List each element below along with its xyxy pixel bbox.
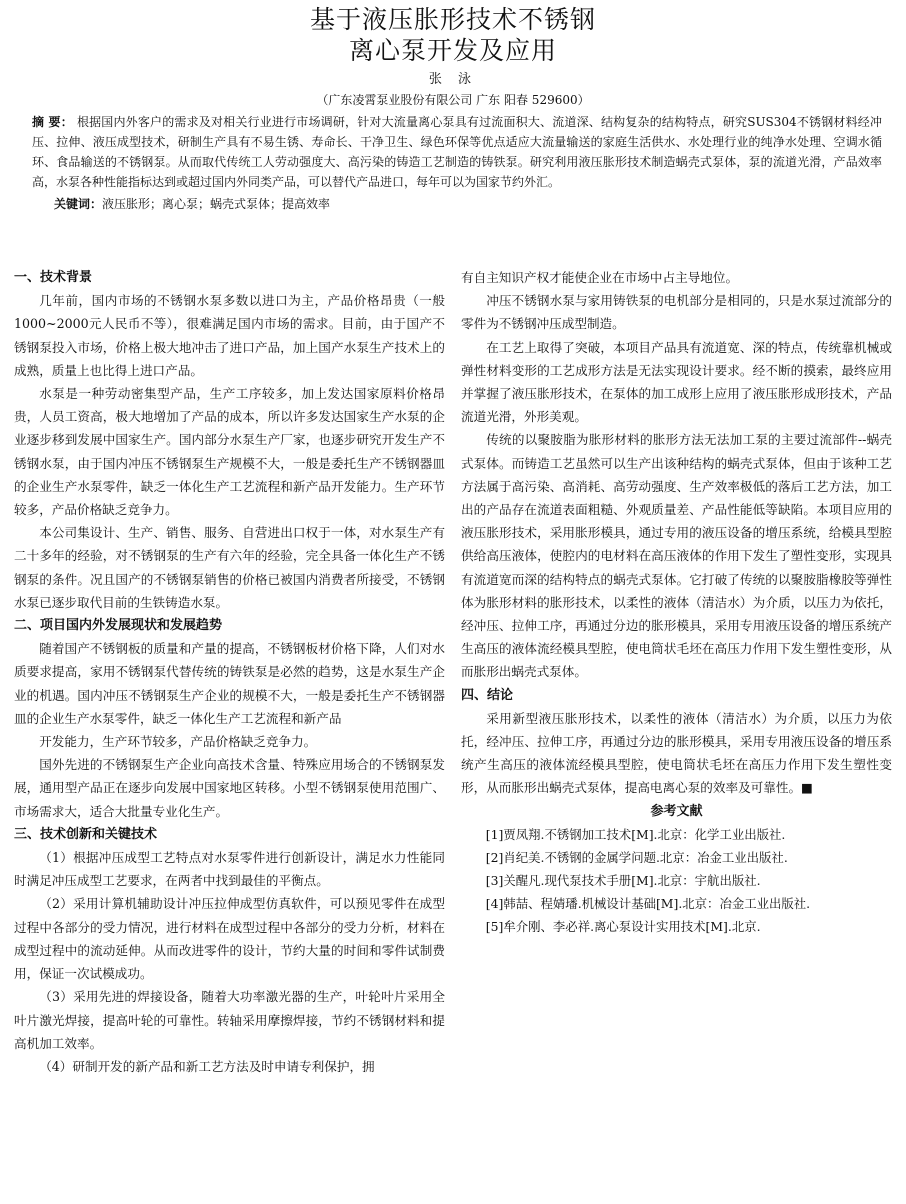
reference-item: [1]贾凤翔.不锈钢加工技术[M].北京：化学工业出版社.	[485, 826, 786, 842]
keywords-label: 关键词：	[54, 197, 103, 211]
reference-item: [5]牟介刚、李必祥.离心泵设计实用技术[M].北京.	[485, 918, 761, 934]
right-column-body	[461, 266, 892, 800]
body-paragraph: 传统的以聚胺脂为胀形材料的胀形方法无法加工泵的主要过流部件--蜗壳式泵体。而铸造工艺虽然可以生产出该种结构的蜗壳式泵体，但由于该种工艺方法属于高污染、高消耗、高劳动强度、生产效率极低的落后工艺方法，加工出的产品存在流道表面粗糙、外观质量差、产品性能低等缺陷。本项目应用的液压胀形技术，采用胀形模具，通过专用的液压设备的增压系统，给模具型腔供给高压液体，使腔内的电材料在高压液体的作用下发生了塑性变形，实现具有流道宽而深的结构特点的蜗壳式泵体。它打破了传统的以聚胺脂橡胶等弹性体为胀形材料的胀形技术，以柔性的液体（清洁水）为介质，以压力为依托，经冲压、拉伸工序，再通过分边的胀形模具，采用专用液压设备的增压系统产生高压的液体流经模具型腔，使电筒状毛坯在高压力作用下发生塑性变形，从而胀形出蜗壳式泵体。	[461, 432, 892, 680]
section-heading: 二、项目国内外发展现状和发展趋势	[14, 618, 223, 634]
body-paragraph: （1）根据冲压成型工艺特点对水泵零件进行创新设计，满足水力性能同时满足冲压成型工艺要求，在两者中找到最佳的平衡点。	[14, 850, 445, 889]
title-line-1: 基于液压胀形技术不锈钢	[309, 5, 596, 34]
body-paragraph: （3）采用先进的焊接设备，随着大功率激光器的生产，叶轮叶片采用全叶片激光焊接，提高叶轮的可靠性。转轴采用摩擦焊接，节约不锈钢材料和提高机加工效率。	[14, 989, 445, 1051]
body-paragraph: 本公司集设计、生产、销售、服务、自营进出口权于一体，对水泵生产有二十多年的经验，对不锈钢泵的生产有六年的经验，完全具备一体化生产不锈钢泵的条件。况且国产的不锈钢泵销售的价格已被国内消费者所接受，不锈钢水泵已逐步取代目前的生铁铸造水泵。	[14, 525, 445, 610]
body-paragraph: 冲压不锈钢水泵与家用铸铁泵的电机部分是相同的，只是水泵过流部分的零件为不锈钢冲压成型制造。	[461, 293, 892, 332]
body-paragraph: 随着国产不锈钢板的质量和产量的提高，不锈钢板材价格下降，人们对水质要求提高，家用不锈钢泵代替传统的铸铁泵是必然的趋势，这是水泵生产企业的机遇。国内冲压不锈钢泵生产企业的规模不大，一般是委托生产不锈钢器皿的企业生产水泵零件，缺乏一体化生产工艺流程和新产品	[14, 641, 445, 726]
body-paragraph: 在工艺上取得了突破，本项目产品具有流道宽、深的特点，传统靠机械或弹性材料变形的工艺成形方法是无法实现设计要求。经不断的摸索，最终应用并掌握了液压胀形技术，在泵体的加工成形上应用了液压胀形成形技术，产品流道光滑，外形美观。	[461, 339, 892, 425]
body-paragraph: （2）采用计算机辅助设计冲压拉伸成型仿真软件，可以预见零件在成型过程中各部分的受力情况，进行材料在成型过程中各部分的受力分析，材料在成型过程中的流动延伸。从而改进零件的设计，节约大量的时间和零件试制费用，保证一次试模成功。	[14, 896, 445, 982]
section-heading: 四、结论	[461, 687, 514, 703]
title-line-2: 离心泵开发及应用	[348, 36, 557, 65]
author: 张 泳	[428, 72, 478, 87]
section-heading: 三、技术创新和关键技术	[14, 826, 158, 842]
right-column	[461, 266, 892, 1078]
body-paragraph: （4）研制开发的新产品和新工艺方法及时申请专利保护，拥	[39, 1058, 375, 1074]
left-column	[14, 266, 445, 1078]
abstract-label: 摘 要：	[32, 115, 73, 129]
reference-item: [2]肖纪美.不锈钢的金属学问题.北京：冶金工业出版社.	[485, 849, 788, 865]
abstract-text: 根据国内外客户的需求及对相关行业进行市场调研，针对大流量离心泵具有过流面积大、流道深、结构复杂的结构特点，研究SUS304不锈钢材料经冲压、拉伸、液压成型技术，研制生产具有不易生锈、寿命长、干净卫生、绿色环保等优点适应大流量输送的家庭生活供水、水处理行业的纯净水处理、空调水循环、食品输送的不锈钢泵。从而取代传统工人劳动强度大、高污染的铸造工艺制造的铸铁泵。研究利用液压胀形技术制造蜗壳式泵体，泵的流道光滑，产品效率高，水泵各种性能指标达到或超过国内外同类产品，可以替代产品进口，每年可以为国家节约外汇。	[32, 115, 882, 189]
body-columns	[14, 266, 892, 1078]
section-heading: 一、技术背景	[14, 270, 93, 285]
body-paragraph: 水泵是一种劳动密集型产品，生产工序较多，加上发达国家原料价格昂贵，人员工资高，极大地增加了产品的成本，所以许多发达国家生产水泵的企业逐步移到发展中国家生产。国内部分水泵生产厂家，也逐步研究开发生产不锈钢水泵，由于国内冲压不锈钢泵生产规模不大，一般是委托生产不锈钢器皿的企业生产水泵零件，缺乏一体化生产工艺流程和新产品开发能力。生产环节较多，产品价格缺乏竞争力。	[14, 386, 445, 518]
keywords	[54, 194, 882, 214]
reference-item: [4]韩喆、程婧璠.机械设计基础[M].北京：冶金工业出版社.	[485, 895, 811, 911]
body-paragraph: 开发能力，生产环节较多，产品价格缺乏竞争力。	[39, 734, 317, 750]
references-title: 参考文献	[650, 803, 703, 819]
body-paragraph: 国外先进的不锈钢泵生产企业向高技术含量、特殊应用场合的不锈钢泵发展，通用型产品正在逐步向发展中国家地区转移。小型不锈钢泵使用范围广、市场需求大，适合大批量专业化生产。	[14, 757, 445, 819]
affiliation: （广东凌霄泵业股份有限公司 广东 阳春 529600）	[316, 93, 590, 107]
keywords-text: 液压胀形；离心泵；蜗壳式泵体；提高效率	[102, 197, 331, 211]
paper-title	[14, 4, 892, 66]
references-list	[461, 823, 892, 938]
body-paragraph: 有自主知识产权才能使企业在市场中占主导地位。	[461, 270, 739, 285]
body-paragraph: 几年前，国内市场的不锈钢水泵多数以进口为主，产品价格昂贵（一般1000~2000元人民币不等），很难满足国内市场的需求。目前，由于国产不锈钢泵投入市场，价格上极大地冲击了进口产品，加上国产水泵生产技术上的成熟，质量上也比得上进口产品。	[14, 293, 445, 378]
reference-item: [3]关醒凡.现代泵技术手册[M].北京：宇航出版社.	[485, 872, 761, 888]
abstract	[32, 112, 882, 192]
paper-page	[0, 4, 906, 1204]
body-paragraph: 采用新型液压胀形技术，以柔性的液体（清洁水）为介质，以压力为依托，经冲压、拉伸工序，再通过分边的胀形模具，采用专用液压设备的增压系统产生高压的液体流经模具型腔，使电筒状毛坯在高压力作用下发生塑性变形，从而胀形出蜗壳式泵体，提高电离心泵的效率及可靠性。■	[461, 710, 892, 796]
